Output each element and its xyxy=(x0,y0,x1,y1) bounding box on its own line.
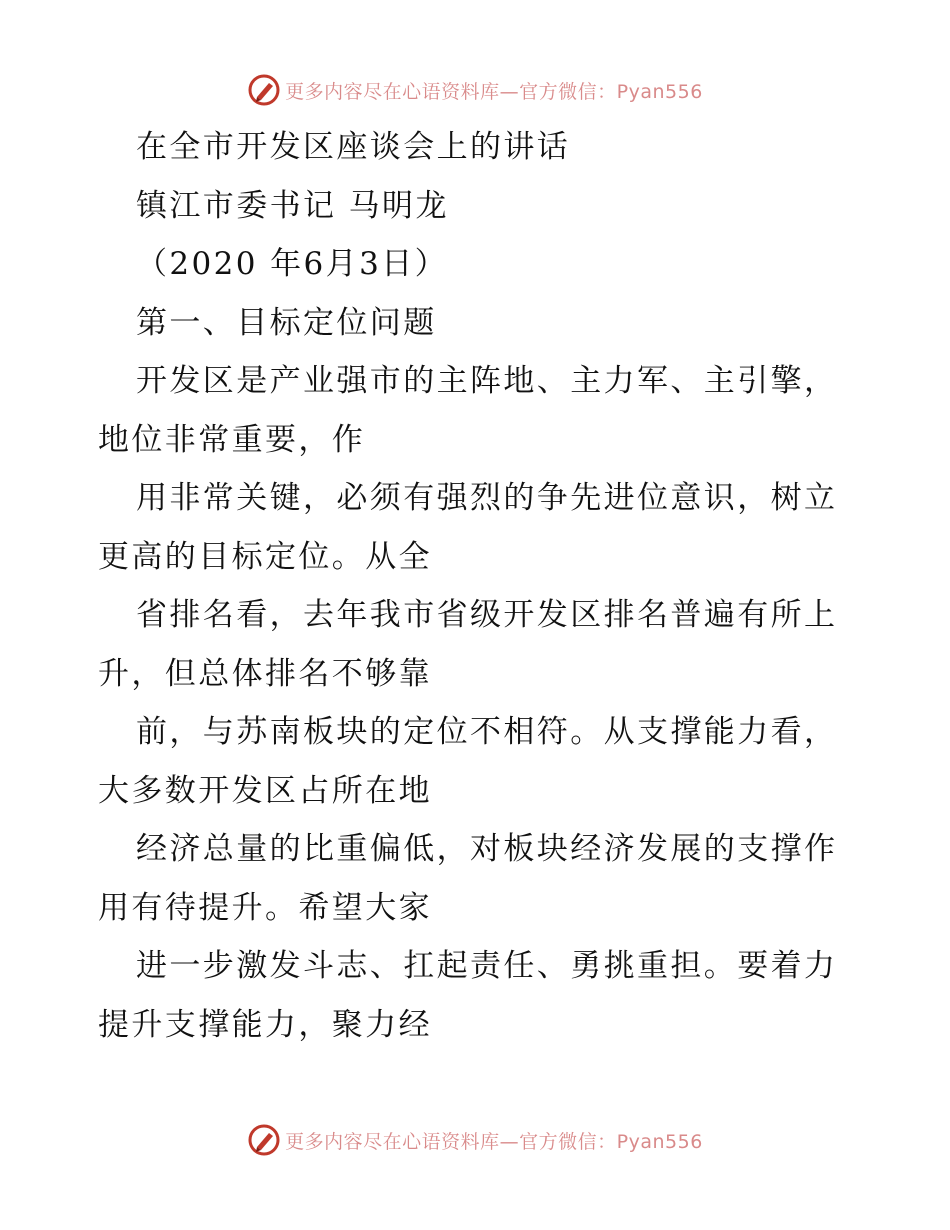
watermark-text: 更多内容尽在心语资料库—官方微信：Pyan556 xyxy=(285,80,703,103)
paragraph-line: 进一步激发斗志、扛起责任、勇挑重担。要着力 xyxy=(136,948,838,984)
pen-logo-icon xyxy=(247,1123,281,1157)
paragraph-line: 前，与苏南板块的定位不相符。从支撑能力看， xyxy=(136,714,838,750)
watermark-text: 更多内容尽在心语资料库—官方微信：Pyan556 xyxy=(285,1130,703,1153)
paragraph-line: 地位非常重要，作 xyxy=(98,421,366,458)
paragraph-line: 用非常关键，必须有强烈的争先进位意识，树立 xyxy=(136,480,838,516)
paragraph-line: 经济总量的比重偏低，对板块经济发展的支撑作 xyxy=(136,831,838,867)
section-heading: 第一、目标定位问题 xyxy=(136,304,437,341)
paragraph-line: 用有待提升。希望大家 xyxy=(98,889,432,926)
speech-title: 在全市开发区座谈会上的讲话 xyxy=(136,129,571,165)
speaker-byline: 镇江市委书记 马明龙 xyxy=(136,187,449,224)
footer-watermark xyxy=(0,1120,950,1160)
speech-date: （2020 年6月3日） xyxy=(136,246,448,282)
header-watermark xyxy=(0,70,950,110)
paragraph-line: 大多数开发区占所在地 xyxy=(98,772,432,809)
paragraph-line: 省排名看，去年我市省级开发区排名普遍有所上 xyxy=(136,597,838,633)
paragraph-line: 更高的目标定位。从全 xyxy=(98,538,432,575)
paragraph-line: 升，但总体排名不够靠 xyxy=(98,655,432,692)
document-body xyxy=(98,118,858,1054)
pen-logo-icon xyxy=(247,73,281,107)
paragraph-line: 开发区是产业强市的主阵地、主力军、主引擎， xyxy=(136,363,838,399)
paragraph-line: 提升支撑能力，聚力经 xyxy=(98,1006,432,1043)
